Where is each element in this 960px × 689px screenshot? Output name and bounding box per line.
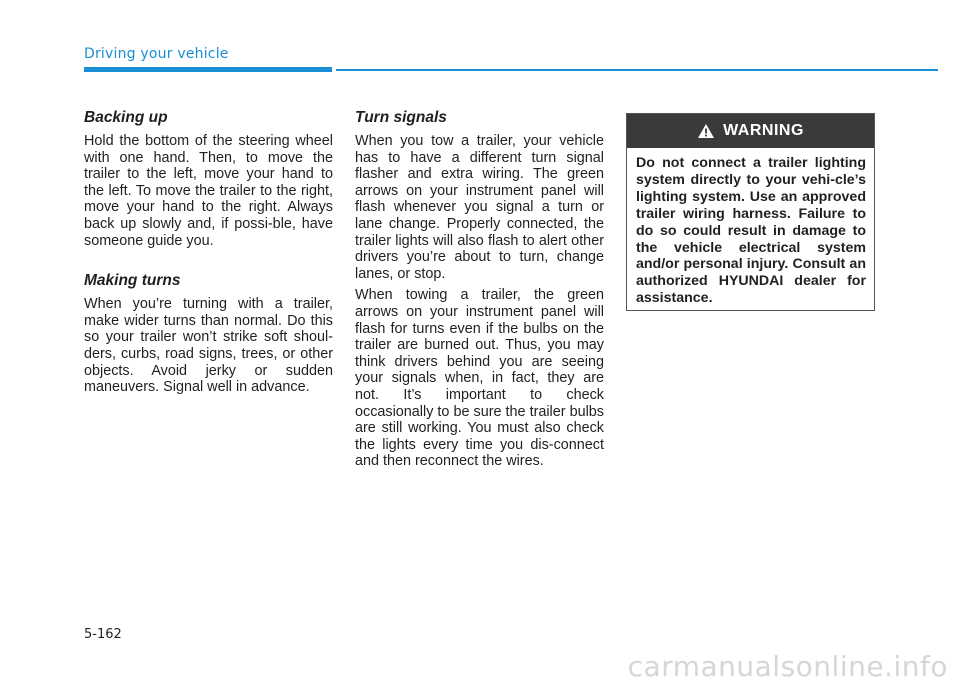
turn-signals-paragraph-1: When you tow a trailer, your vehicle has to have a different turn signal flasher and extra wiring. The green arrows on your instrument panel will flash whenever you signal a turn or lane change. Properly connected, the trailer lights will also flash to alert other drivers you’re about to turn, change lanes, or stop. [355,133,604,282]
making-turns-paragraph: When you’re turning with a trailer, make wider turns than normal. Do this so your trailer won’t strike soft shoul-ders, curbs, road signs, trees, or other objects. Avoid jerky or sudden maneuvers. Signal well in advance. [84,296,333,396]
warning-title: WARNING [723,122,804,139]
watermark: carmanualsonline.info [627,650,948,683]
warning-triangle-icon [697,123,715,139]
backing-up-paragraph: Hold the bottom of the steering wheel with one hand. Then, to move the trailer to the left, move your hand to the left. To move the trailer to the right, move your hand to the right. Always back up slowly and, if possi-ble, have someone guide you. [84,133,333,249]
warning-header [627,114,874,148]
warning-box [626,113,875,311]
left-column [84,108,333,401]
middle-column [355,108,604,475]
backing-up-heading: Backing up [84,109,168,126]
section-title: Driving your vehicle [84,46,229,62]
page-number: 5-162 [84,627,122,642]
making-turns-heading: Making turns [84,272,181,290]
header-rule-thin [336,69,938,71]
header-rule-thick [84,67,332,72]
turn-signals-paragraph-2: When towing a trailer, the green arrows on your instrument panel will flash for turns even if the bulbs on the trailer are burned out. Thus, you may think drivers behind you are seeing your signals when, in fact, they are not. It’s important to check occasionally to be sure the trailer bulbs are still working. You must also check the lights every time you dis-connect and then reconnect the wires. [355,287,604,470]
warning-text: Do not connect a trailer lighting system directly to your vehi-cle’s lighting system. Use an approved trailer wiring harness. Failure to do so could result in damage to the vehicle electrical system and/or personal injury. Consult an authorized HYUNDAI dealer for assistance. [636,155,866,307]
turn-signals-heading: Turn signals [355,109,447,126]
